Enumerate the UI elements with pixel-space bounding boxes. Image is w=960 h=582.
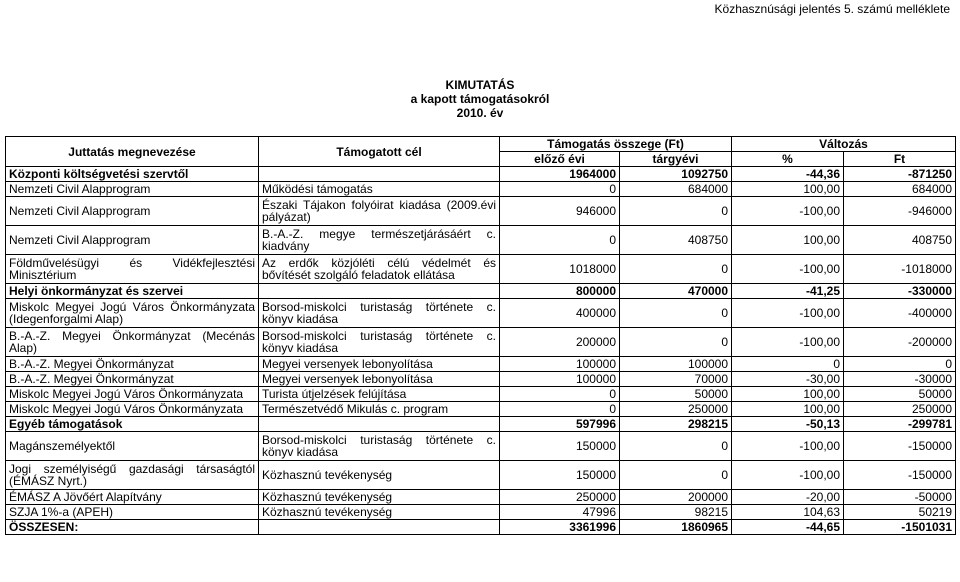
cell-purpose: Az erdők közjóléti célú védelmét és bővítését szolgáló feladatok ellátása — [259, 255, 500, 284]
cell-purpose — [259, 417, 500, 432]
cell-pct: -100,00 — [732, 255, 844, 284]
cell-name: Földművelésügyi és Vidékfejlesztési Minisztérium — [6, 255, 259, 284]
table-row — [6, 357, 956, 372]
cell-ft: 0 — [844, 357, 956, 372]
table-row — [6, 167, 956, 182]
cell-purpose: B.-A.-Z. megye természetjárásáért c. kiadvány — [259, 226, 500, 255]
cell-pct: -20,00 — [732, 490, 844, 505]
cell-pct: -30,00 — [732, 372, 844, 387]
header-ft: Ft — [844, 152, 956, 167]
cell-purpose — [259, 167, 500, 182]
table-row — [6, 255, 956, 284]
cell-pct: 100,00 — [732, 226, 844, 255]
cell-purpose — [259, 284, 500, 299]
cell-pct: 100,00 — [732, 402, 844, 417]
cell-curr: 298215 — [620, 417, 732, 432]
table-row — [6, 505, 956, 520]
cell-purpose — [259, 520, 500, 535]
cell-ft: -1018000 — [844, 255, 956, 284]
table-body — [6, 167, 956, 535]
cell-prev: 0 — [500, 226, 620, 255]
cell-name: B.-A.-Z. Megyei Önkormányzat — [6, 372, 259, 387]
cell-prev: 150000 — [500, 461, 620, 490]
cell-ft: 684000 — [844, 182, 956, 197]
header-change: Változás — [732, 137, 956, 152]
cell-ft: -299781 — [844, 417, 956, 432]
cell-name: Helyi önkormányzat és szervei — [6, 284, 259, 299]
cell-curr: 0 — [620, 299, 732, 328]
cell-pct: 0 — [732, 357, 844, 372]
cell-curr: 1860965 — [620, 520, 732, 535]
cell-purpose: Közhasznú tevékenység — [259, 505, 500, 520]
cell-ft: -50000 — [844, 490, 956, 505]
cell-ft: -150000 — [844, 461, 956, 490]
table-row — [6, 520, 956, 535]
cell-purpose: Működési támogatás — [259, 182, 500, 197]
cell-pct: 100,00 — [732, 182, 844, 197]
cell-purpose: Megyei versenyek lebonyolítása — [259, 372, 500, 387]
cell-ft: -150000 — [844, 432, 956, 461]
table-row — [6, 402, 956, 417]
cell-ft: -871250 — [844, 167, 956, 182]
cell-purpose: Borsod-miskolci turistaság története c. könyv kiadása — [259, 299, 500, 328]
cell-prev: 0 — [500, 387, 620, 402]
cell-prev: 400000 — [500, 299, 620, 328]
cell-pct: -100,00 — [732, 197, 844, 226]
table-row — [6, 432, 956, 461]
cell-pct: -100,00 — [732, 299, 844, 328]
cell-pct: -41,25 — [732, 284, 844, 299]
cell-pct: 104,63 — [732, 505, 844, 520]
table-row — [6, 299, 956, 328]
document-title: KIMUTATÁS — [445, 78, 515, 92]
cell-ft: -200000 — [844, 328, 956, 357]
cell-curr: 250000 — [620, 402, 732, 417]
header-prev: előző évi — [500, 152, 620, 167]
cell-prev: 200000 — [500, 328, 620, 357]
cell-pct: -50,13 — [732, 417, 844, 432]
cell-name: ÖSSZESEN: — [6, 520, 259, 535]
table-row — [6, 387, 956, 402]
document-subtitle: a kapott támogatásokról — [410, 92, 550, 106]
cell-purpose: Megyei versenyek lebonyolítása — [259, 357, 500, 372]
header-purpose: Támogatott cél — [259, 137, 500, 167]
table-row — [6, 372, 956, 387]
cell-prev: 250000 — [500, 490, 620, 505]
table-row — [6, 182, 956, 197]
table-row — [6, 490, 956, 505]
cell-name: Magánszemélyektől — [6, 432, 259, 461]
document-year: 2010. év — [456, 106, 504, 120]
cell-name: Nemzeti Civil Alapprogram — [6, 226, 259, 255]
cell-ft: 250000 — [844, 402, 956, 417]
cell-name: Miskolc Megyei Jogú Város Önkormányzata — [6, 402, 259, 417]
cell-curr: 98215 — [620, 505, 732, 520]
cell-ft: -30000 — [844, 372, 956, 387]
cell-ft: -400000 — [844, 299, 956, 328]
cell-name: B.-A.-Z. Megyei Önkormányzat (Mecénás Alap) — [6, 328, 259, 357]
cell-name: Nemzeti Civil Alapprogram — [6, 197, 259, 226]
cell-name: Jogi személyiségű gazdasági társaságtól (ÉMÁSZ Nyrt.) — [6, 461, 259, 490]
cell-pct: -100,00 — [732, 432, 844, 461]
cell-curr: 100000 — [620, 357, 732, 372]
cell-prev: 100000 — [500, 372, 620, 387]
cell-ft: 50000 — [844, 387, 956, 402]
cell-curr: 470000 — [620, 284, 732, 299]
header-name: Juttatás megnevezése — [6, 137, 259, 167]
cell-curr: 0 — [620, 461, 732, 490]
cell-purpose: Természetvédő Mikulás c. program — [259, 402, 500, 417]
cell-purpose: Északi Tájakon folyóirat kiadása (2009.évi pályázat) — [259, 197, 500, 226]
cell-prev: 597996 — [500, 417, 620, 432]
cell-pct: -100,00 — [732, 461, 844, 490]
cell-curr: 1092750 — [620, 167, 732, 182]
cell-curr: 50000 — [620, 387, 732, 402]
cell-prev: 1964000 — [500, 167, 620, 182]
cell-pct: 100,00 — [732, 387, 844, 402]
cell-curr: 408750 — [620, 226, 732, 255]
cell-name: SZJA 1%-a (APEH) — [6, 505, 259, 520]
cell-purpose: Borsod-miskolci turistaság története c. könyv kiadása — [259, 328, 500, 357]
cell-purpose: Borsod-miskolci turistaság története c. könyv kiadása — [259, 432, 500, 461]
cell-ft: -1501031 — [844, 520, 956, 535]
cell-curr: 0 — [620, 197, 732, 226]
table-row — [6, 461, 956, 490]
cell-prev: 0 — [500, 402, 620, 417]
cell-pct: -44,36 — [732, 167, 844, 182]
cell-prev: 1018000 — [500, 255, 620, 284]
table-row — [6, 284, 956, 299]
cell-curr: 684000 — [620, 182, 732, 197]
cell-ft: -330000 — [844, 284, 956, 299]
cell-name: B.-A.-Z. Megyei Önkormányzat — [6, 357, 259, 372]
cell-ft: 408750 — [844, 226, 956, 255]
cell-purpose: Közhasznú tevékenység — [259, 461, 500, 490]
cell-name: Egyéb támogatások — [6, 417, 259, 432]
cell-curr: 200000 — [620, 490, 732, 505]
cell-prev: 3361996 — [500, 520, 620, 535]
cell-pct: -100,00 — [732, 328, 844, 357]
cell-prev: 100000 — [500, 357, 620, 372]
cell-curr: 0 — [620, 255, 732, 284]
cell-pct: -44,65 — [732, 520, 844, 535]
cell-name: Központi költségvetési szervtől — [6, 167, 259, 182]
table-row — [6, 328, 956, 357]
cell-name: Miskolc Megyei Jogú Város Önkormányzata (Idegenforgalmi Alap) — [6, 299, 259, 328]
cell-ft: 50219 — [844, 505, 956, 520]
table-row — [6, 197, 956, 226]
cell-curr: 0 — [620, 328, 732, 357]
cell-purpose: Közhasznú tevékenység — [259, 490, 500, 505]
cell-purpose: Turista útjelzések felújítása — [259, 387, 500, 402]
cell-prev: 800000 — [500, 284, 620, 299]
document-annex-note: Közhasznúsági jelentés 5. számú melléklete — [714, 2, 950, 16]
table-row — [6, 417, 956, 432]
grants-table — [5, 136, 956, 535]
cell-name: Miskolc Megyei Jogú Város Önkormányzata — [6, 387, 259, 402]
cell-curr: 70000 — [620, 372, 732, 387]
cell-name: ÉMÁSZ A Jövőért Alapítvány — [6, 490, 259, 505]
header-curr: tárgyévi — [620, 152, 732, 167]
cell-prev: 47996 — [500, 505, 620, 520]
header-amount: Támogatás összege (Ft) — [500, 137, 732, 152]
cell-prev: 946000 — [500, 197, 620, 226]
table-row — [6, 226, 956, 255]
cell-ft: -946000 — [844, 197, 956, 226]
cell-name: Nemzeti Civil Alapprogram — [6, 182, 259, 197]
cell-prev: 0 — [500, 182, 620, 197]
cell-curr: 0 — [620, 432, 732, 461]
header-pct: % — [732, 152, 844, 167]
cell-prev: 150000 — [500, 432, 620, 461]
